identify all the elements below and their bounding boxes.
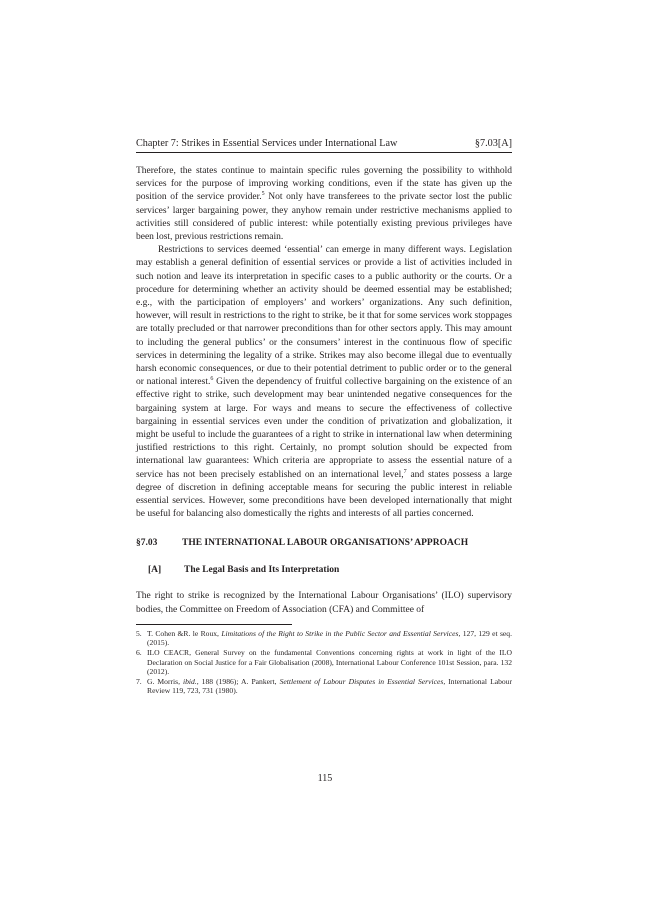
footnote-number: 7. bbox=[136, 676, 142, 686]
paragraph-2-text-a: Restrictions to services deemed ‘essential’ can emerge in many different ways. Legislation may establish a general definition of essential services or provide a list of activities included in such notion and leave its interpretation in specific cases to a public authority or the courts. Or a procedure for determining whether an activity should be deemed essential may be established; e.g., with the participation of employers’ and workers’ organizations. Any such definition, however, will result in restrictions to the right to strike, be it that for some services work stoppages are totally precluded or that narrower preconditions than for other sectors apply. This may amount to including the general publics’ or the consumers’ interest in the continuous flow of specific services in determining the legality of a strike. Strikes may also become illegal due to eventually harsh economic consequences, or due to their potential detriment to public order or to the general or national interest. bbox=[136, 245, 512, 388]
subsection-number: [A] bbox=[148, 565, 162, 576]
footnote-number: 6. bbox=[136, 648, 142, 658]
footnote-rule bbox=[136, 624, 292, 625]
page-number: 115 bbox=[317, 773, 333, 784]
subsection-title: The Legal Basis and Its Interpretation bbox=[184, 565, 340, 576]
page bbox=[136, 138, 512, 696]
footnote-text bbox=[147, 629, 512, 648]
section-number: §7.03 bbox=[136, 538, 158, 549]
body-text bbox=[136, 165, 512, 617]
footnote-7-text-a: G. Morris, bbox=[147, 676, 184, 686]
footnote-6 bbox=[136, 648, 512, 677]
section-heading bbox=[136, 537, 512, 550]
footnote-text bbox=[147, 677, 512, 696]
footnote-7 bbox=[136, 677, 512, 696]
paragraph-1-text-a: Therefore, the states continue to maintain specific rules governing the possibility to withhold services for the purpose of improving working conditions, even if the state has given up the position of the service provider. bbox=[136, 166, 512, 203]
footnote-text: ILO CEACR, General Survey on the fundamental Conventions concerning rights at work in light of the ILO Declaration on Social Justice for a Fair Globalisation (2008), International Labour Conference 101st Session, para. 132 (2012). bbox=[147, 648, 512, 677]
footnote-ref-6: 6 bbox=[210, 376, 214, 383]
footnote-ref-5: 5 bbox=[261, 191, 265, 198]
paragraph-2 bbox=[136, 244, 512, 521]
subsection-heading bbox=[136, 564, 512, 577]
section-title: THE INTERNATIONAL LABOUR ORGANISATIONS’ APPROACH bbox=[182, 538, 469, 549]
running-header bbox=[136, 138, 512, 153]
footnote-5-text-a: T. Cohen &R. le Roux, bbox=[147, 628, 222, 638]
paragraph-1 bbox=[136, 165, 512, 244]
footnote-5-title: Limitations of the Right to Strike in the Public Sector and Essential Services bbox=[221, 628, 459, 638]
footnote-7-text-c: , International Labour Review 119, 723, 731 (1980). bbox=[147, 676, 512, 696]
footnote-ref-7: 7 bbox=[403, 468, 407, 475]
footnote-7-text-b: , 188 (1986); A. Pankert, bbox=[196, 676, 280, 686]
footnotes bbox=[136, 629, 512, 696]
paragraph-2-text-c: and states possess a large degree of discretion in defining acceptable means for securing the public interest in reliable essential services. However, some preconditions have been developed internationally that might be useful for balancing also domestically the rights and interests of all parties concerned. bbox=[136, 469, 513, 520]
paragraph-3: The right to strike is recognized by the International Labour Organisations’ (ILO) supervisory bodies, the Committee on Freedom of Association (CFA) and Committee of bbox=[136, 591, 512, 615]
footnote-number: 5. bbox=[136, 628, 142, 638]
footnote-5-text-b: , 127, 129 et seq. (2015). bbox=[147, 628, 512, 648]
footnote-7-title: Settlement of Labour Disputes in Essential Services bbox=[279, 676, 444, 686]
paragraph-2-text-b: Given the dependency of fruitful collective bargaining on the existence of an effective right to strike, such development may bear unintended negative consequences for the bargaining system at large. For ways and means to secure the effectiveness of collective bargaining in essential services even under the condition of privatization and globalization, it might be useful to include the guarantees of a right to strike in international law when determining justified restrictions to this right. Certainly, no prompt solution should be expected from international law guarantees: Which criteria are appropriate to assess the essential nature of a service has not been precisely established on an international level, bbox=[136, 377, 512, 480]
footnote-7-ibid: ibid. bbox=[183, 676, 197, 686]
chapter-title: Chapter 7: Strikes in Essential Services under International Law bbox=[136, 138, 398, 149]
paragraph-1-text-b: Not only have transferees to the private sector lost the public services’ larger bargaining power, they anyhow remain under restrictive mechanisms applied to activities still considered of public interest: while potentially existing previous privileges have been lost, previous restrictions remain. bbox=[136, 192, 512, 243]
section-reference: §7.03[A] bbox=[474, 138, 512, 149]
footnote-5 bbox=[136, 629, 512, 648]
